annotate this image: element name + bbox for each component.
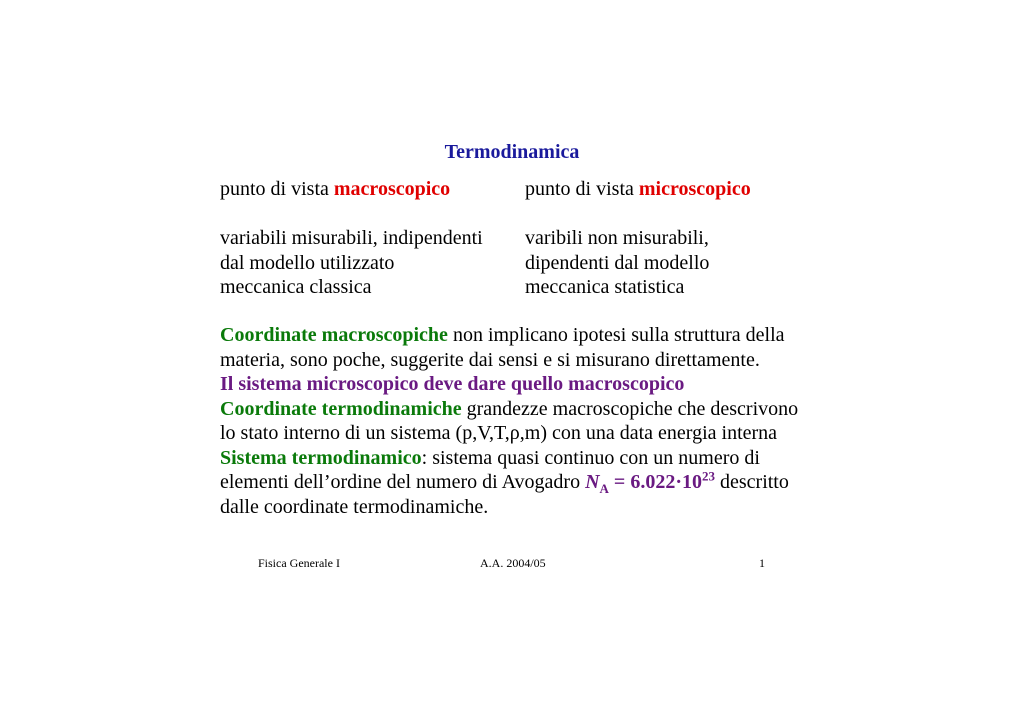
avogadro-number xyxy=(585,468,715,496)
sistema-micro-line: Il sistema microscopico deve dare quello macroscopico xyxy=(220,373,685,395)
coord-termo-line-2: lo stato interno di un sistema (p,V,T,ρ,m) con una data energia interna xyxy=(220,422,778,444)
sistema-termo-line-1 xyxy=(220,446,798,471)
sistema-termo-line-2 xyxy=(220,470,798,495)
left-column-line: meccanica classica xyxy=(220,276,372,298)
coord-termo-line-1 xyxy=(220,397,798,422)
header-right-prefix: punto di vista xyxy=(525,178,639,200)
left-column-line: dal modello utilizzato xyxy=(220,251,395,274)
sistema-termo-term: Sistema termodinamico xyxy=(220,446,422,469)
footer-course: Fisica Generale I xyxy=(258,556,340,570)
body-paragraph xyxy=(220,323,798,519)
right-column-line: varibili non misurabili, xyxy=(525,227,709,249)
avogadro-subscript: A xyxy=(599,481,609,496)
avogadro-value: = 6.022·10 xyxy=(608,471,702,493)
avogadro-tail: descritto xyxy=(715,471,789,493)
avogadro-symbol: N xyxy=(585,471,600,493)
coord-termo-text: grandezze macroscopiche che descrivono xyxy=(461,397,799,420)
avogadro-exponent: 23 xyxy=(702,468,715,484)
header-left-prefix: punto di vista xyxy=(220,178,334,200)
header-right-keyword: microscopico xyxy=(638,178,751,200)
left-column-line: variabili misurabili, indipendenti xyxy=(220,227,483,249)
slide-title: Termodinamica xyxy=(444,141,580,163)
right-column-line: meccanica statistica xyxy=(525,276,685,298)
coord-macro-text: non implicano ipotesi sulla struttura della xyxy=(447,324,785,346)
coord-macro-line-1 xyxy=(220,323,798,348)
left-column-list xyxy=(220,226,483,300)
coord-macro-term: Coordinate macroscopiche xyxy=(220,324,448,346)
sistema-termo-line-3: dalle coordinate termodinamiche. xyxy=(220,495,489,518)
footer-academic-year: A.A. 2004/05 xyxy=(480,556,546,570)
right-column-line: dipendenti dal modello xyxy=(525,251,710,274)
sistema-termo-text: : sistema quasi continuo con un numero di xyxy=(421,446,760,469)
right-column-list xyxy=(525,226,709,300)
avogadro-intro: elementi dell’ordine del numero di Avogadro xyxy=(220,471,586,493)
footer-page-number: 1 xyxy=(759,556,765,570)
coord-macro-line-2: materia, sono poche, suggerite dai sensi e si misurano direttamente. xyxy=(220,348,760,371)
header-microscopic xyxy=(525,177,751,202)
header-left-keyword: macroscopico xyxy=(333,178,451,200)
coord-termo-term: Coordinate termodinamiche xyxy=(220,397,462,420)
header-macroscopic xyxy=(220,177,450,202)
